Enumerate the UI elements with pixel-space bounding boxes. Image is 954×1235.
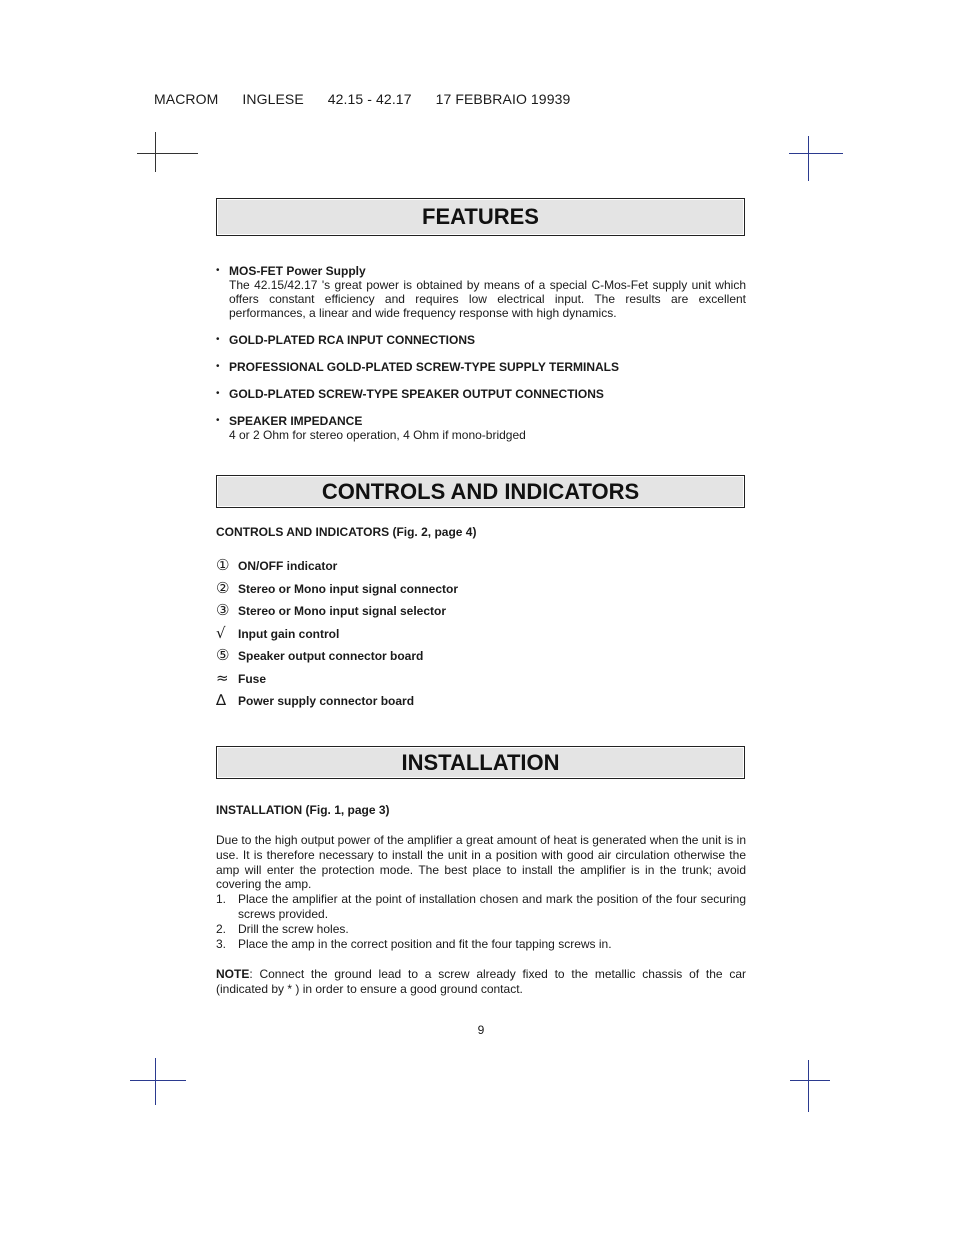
- number-5-icon: ⑤: [216, 646, 230, 664]
- feature-text: 4 or 2 Ohm for stereo operation, 4 Ohm if mono-bridged: [229, 428, 526, 442]
- feature-item-impedance: [216, 414, 746, 442]
- controls-title: CONTROLS AND INDICATORS: [321, 478, 640, 504]
- feature-item-speaker-output: [216, 387, 746, 401]
- feature-heading: GOLD-PLATED SCREW-TYPE SPEAKER OUTPUT CONNECTIONS: [229, 387, 604, 401]
- square-root-icon: √: [216, 624, 226, 642]
- installation-title-box: [216, 746, 745, 779]
- step-text: Place the amp in the correct position and fit the four tapping screws in.: [238, 937, 612, 951]
- step-number: 1.: [216, 892, 227, 906]
- features-title: FEATURES: [422, 204, 539, 229]
- feature-item-mosfet: [216, 264, 746, 320]
- installation-step-3: [216, 937, 746, 952]
- control-label: Stereo or Mono input signal connector: [238, 582, 459, 596]
- header-brand: MACROM: [154, 91, 219, 107]
- installation-note: [216, 967, 746, 997]
- feature-heading: GOLD-PLATED RCA INPUT CONNECTIONS: [229, 333, 475, 347]
- step-text: Place the amplifier at the point of installation chosen and mark the position of the four securing screws provided.: [238, 892, 746, 921]
- bullet: •: [216, 388, 220, 399]
- header-models: 42.15 - 42.17: [327, 91, 412, 107]
- header-date: [436, 91, 571, 107]
- number-3-icon: ③: [216, 601, 230, 619]
- header-page-ref: 9: [562, 91, 571, 107]
- control-label: Speaker output connector board: [238, 649, 424, 663]
- controls-title-box: [216, 475, 745, 508]
- installation-title: INSTALLATION: [401, 749, 560, 775]
- header-language: INGLESE: [242, 91, 304, 107]
- feature-heading: SPEAKER IMPEDANCE: [229, 414, 363, 428]
- step-text: Drill the screw holes.: [238, 922, 349, 936]
- installation-step-2: [216, 922, 746, 937]
- installation-step-1: [216, 892, 746, 922]
- step-number: 2.: [216, 922, 227, 936]
- note-text: : Connect the ground lead to a screw already fixed to the metallic chassis of the car (indicated by * ) in order to ensure a good ground contact.: [216, 967, 746, 996]
- control-label: Input gain control: [238, 627, 340, 641]
- number-1-icon: ①: [216, 556, 230, 574]
- note-label: NOTE: [216, 967, 250, 981]
- feature-heading: PROFESSIONAL GOLD-PLATED SCREW-TYPE SUPPLY TERMINALS: [229, 360, 620, 374]
- installation-subheading: INSTALLATION (Fig. 1, page 3): [216, 803, 390, 817]
- header-date-text: 17 FEBBRAIO 1993: [435, 91, 563, 107]
- control-label: Power supply connector board: [238, 694, 415, 708]
- controls-subheading: CONTROLS AND INDICATORS (Fig. 2, page 4): [216, 525, 477, 539]
- print-header: [154, 91, 570, 107]
- features-title-box: [216, 198, 745, 236]
- bullet: •: [216, 361, 220, 372]
- feature-item-supply-terminals: [216, 360, 746, 374]
- feature-text: The 42.15/42.17 's great power is obtained by means of a special C-Mos-Fet supply unit which offers constant efficiency and requires low electrical input. The results are excellent performances, a linear and wide frequency response with high dynamics.: [229, 278, 746, 320]
- bullet: •: [216, 265, 220, 276]
- page-number: 9: [477, 1023, 485, 1037]
- control-label: Fuse: [238, 672, 267, 686]
- approx-icon: ≈: [216, 669, 229, 687]
- bullet: •: [216, 334, 220, 345]
- step-number: 3.: [216, 937, 227, 951]
- installation-intro: Due to the high output power of the amplifier a great amount of heat is generated when the unit is in use. It is therefore necessary to install the unit in a position with good air circulation otherwise the amp will enter the protection mode. The best place to install the amplifier is in the trunk; avoid covering the amp.: [216, 833, 746, 892]
- feature-heading: MOS-FET Power Supply: [229, 264, 366, 278]
- control-label: Stereo or Mono input signal selector: [238, 604, 447, 618]
- bullet: •: [216, 415, 220, 426]
- number-2-icon: ②: [216, 579, 230, 597]
- delta-icon: ∆: [216, 691, 227, 709]
- control-label: ON/OFF indicator: [238, 559, 338, 573]
- feature-item-rca: [216, 333, 746, 347]
